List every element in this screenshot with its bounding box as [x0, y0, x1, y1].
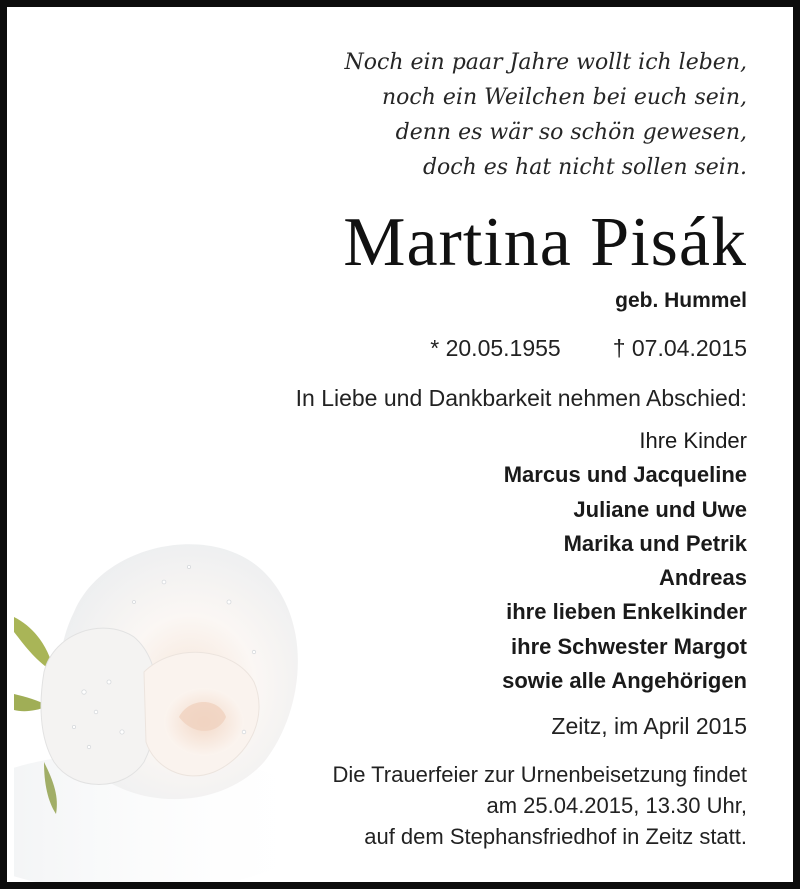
mourner-entry: Andreas	[658, 565, 747, 591]
deceased-name: Martina Pisák	[343, 204, 747, 281]
mourner-entry: Juliane und Uwe	[573, 496, 747, 522]
poem-line: Noch ein paar Jahre wollt ich leben,	[344, 50, 747, 75]
farewell-line: In Liebe und Dankbarkeit nehmen Abschied:	[295, 385, 747, 411]
ceremony-line: am 25.04.2015, 13.30 Uhr,	[486, 793, 747, 818]
poem-line: doch es hat nicht sollen sein.	[422, 155, 747, 180]
ceremony-line: Die Trauerfeier zur Urnenbeisetzung findet	[332, 762, 747, 787]
mourner-entry: ihre Schwester Margot	[511, 633, 747, 659]
mourner-entry: ihre lieben Enkelkinder	[506, 599, 747, 625]
poem-line: denn es wär so schön gewesen,	[395, 120, 747, 145]
mourner-entry: Marika und Petrik	[563, 530, 747, 556]
funeral-ceremony-info	[332, 759, 747, 852]
place-and-date: Zeitz, im April 2015	[551, 713, 747, 739]
ceremony-line: auf dem Stephansfriedhof in Zeitz statt.	[364, 824, 747, 849]
birth-name: geb. Hummel	[615, 289, 747, 312]
mourner-entry: Ihre Kinder	[639, 428, 747, 453]
mourner-entry: Marcus und Jacqueline	[503, 462, 747, 488]
life-dates	[430, 332, 747, 364]
memorial-poem	[345, 45, 747, 185]
mourners-list	[502, 424, 747, 698]
white-rose-image	[14, 522, 344, 889]
death-date: † 07.04.2015	[612, 335, 747, 361]
mourner-entry: sowie alle Angehörigen	[502, 668, 747, 694]
birth-date: * 20.05.1955	[430, 335, 561, 361]
poem-line: noch ein Weilchen bei euch sein,	[381, 85, 747, 110]
